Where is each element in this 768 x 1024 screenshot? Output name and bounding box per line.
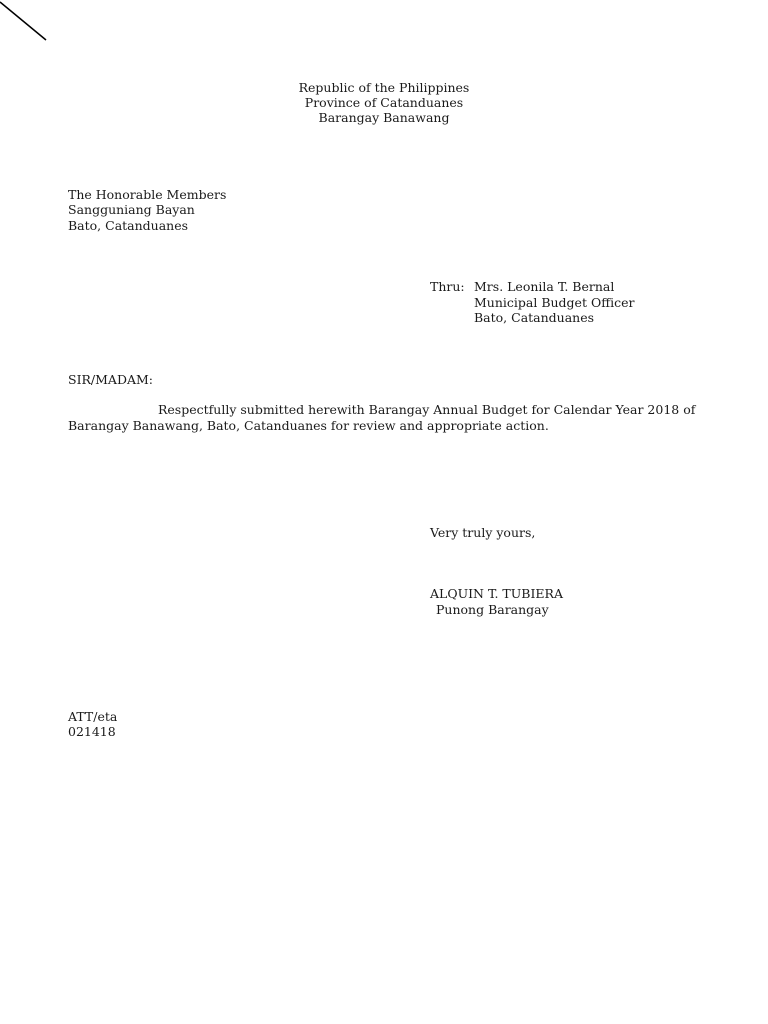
reference-initials: ATT/eta	[68, 709, 118, 724]
reference-code: 021418	[68, 724, 116, 739]
letterhead-province: Province of Catanduanes	[304, 95, 464, 110]
addressee-line-1: The Honorable Members	[68, 187, 227, 202]
addressee-line-3: Bato, Catanduanes	[68, 218, 189, 233]
letterhead-barangay: Barangay Banawang	[318, 110, 450, 125]
thru-label: Thru:	[430, 279, 465, 294]
addressee-line-2: Sangguniang Bayan	[68, 202, 195, 217]
letterhead-republic: Republic of the Philippines	[298, 80, 470, 95]
signatory-name: ALQUIN T. TUBIERA	[430, 586, 563, 601]
body-line-2: Barangay Banawang, Bato, Catanduanes for review and appropriate action.	[68, 418, 549, 433]
thru-title: Municipal Budget Officer	[474, 295, 635, 310]
corner-mark	[0, 0, 48, 42]
thru-place: Bato, Catanduanes	[474, 310, 595, 325]
signatory-title: Punong Barangay	[436, 602, 549, 617]
body-line-1: Respectfully submitted herewith Barangay Annual Budget for Calendar Year 2018 of	[158, 402, 696, 417]
salutation: SIR/MADAM:	[68, 372, 154, 387]
thru-name: Mrs. Leonila T. Bernal	[474, 279, 615, 294]
closing: Very truly yours,	[430, 525, 536, 540]
